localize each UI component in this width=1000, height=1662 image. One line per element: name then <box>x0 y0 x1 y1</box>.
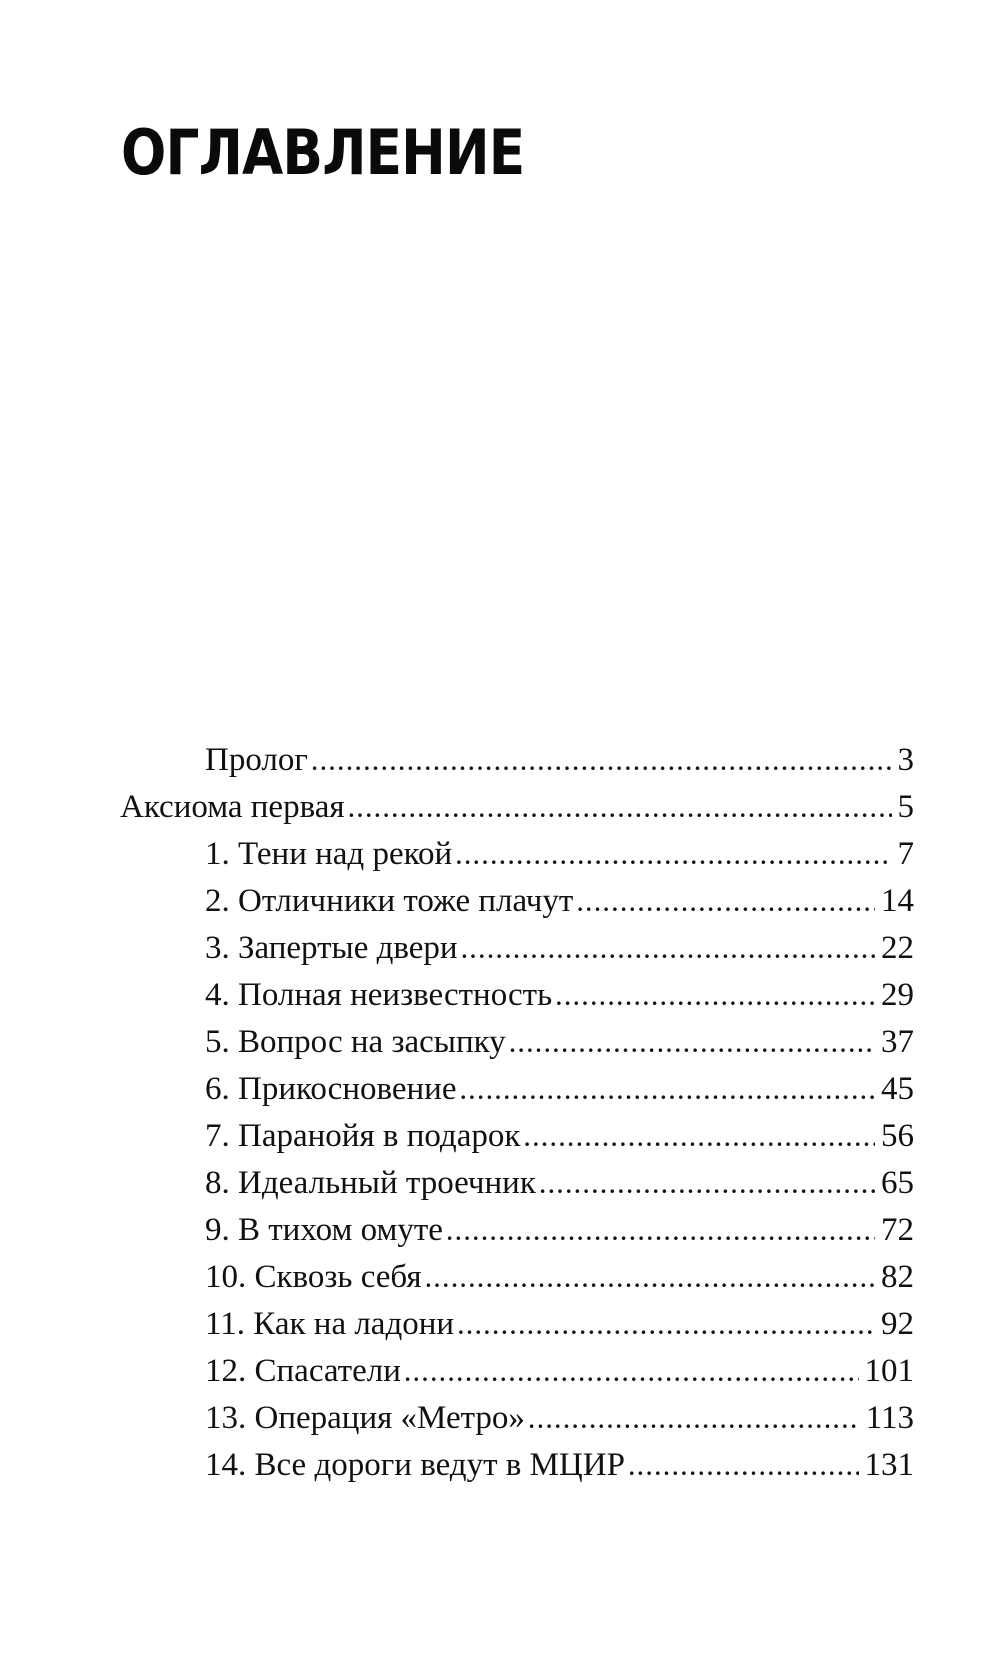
dot-leader <box>458 1314 875 1340</box>
dot-leader <box>349 797 892 823</box>
toc-entry-page: 56 <box>881 1118 914 1154</box>
toc-entry-page: 72 <box>881 1212 914 1248</box>
toc-entry-page: 29 <box>881 977 914 1013</box>
toc-entry-chapter-10[interactable] <box>205 1259 914 1299</box>
toc-entry-page: 92 <box>881 1306 914 1342</box>
dot-leader <box>556 985 875 1011</box>
toc-entry-label: 11. Как на ладони <box>205 1306 455 1342</box>
toc-entry-label: 10. Сквозь себя <box>205 1259 422 1295</box>
toc-entry-label: Пролог <box>205 742 308 778</box>
toc-entry-chapter-5[interactable] <box>205 1024 914 1064</box>
toc-entry-chapter-8[interactable] <box>205 1165 914 1205</box>
toc-entry-label: Аксиома первая <box>120 789 345 825</box>
toc-entry-page: 7 <box>897 836 914 872</box>
toc-entry-chapter-9[interactable] <box>205 1212 914 1252</box>
toc-entry-label: 12. Спасатели <box>205 1353 401 1389</box>
toc-entry-page: 5 <box>897 789 914 825</box>
toc-entry-label: 3. Запертые двери <box>205 930 458 966</box>
dot-leader <box>312 750 892 776</box>
dot-leader <box>510 1032 875 1058</box>
dot-leader <box>524 1126 875 1152</box>
toc-entry-label: 1. Тени над рекой <box>205 836 453 872</box>
toc-entry-chapter-11[interactable] <box>205 1306 914 1346</box>
toc-entry-page: 65 <box>881 1165 914 1201</box>
toc-entry-label: 14. Все дороги ведут в МЦИР <box>205 1447 625 1483</box>
toc-entry-part-one[interactable] <box>120 789 914 829</box>
dot-leader <box>540 1173 875 1199</box>
dot-leader <box>447 1220 875 1246</box>
toc-entry-label: 8. Идеальный троечник <box>205 1165 536 1201</box>
toc-entry-chapter-7[interactable] <box>205 1118 914 1158</box>
dot-leader <box>460 1079 875 1105</box>
dot-leader <box>456 844 891 870</box>
page-title: ОГЛАВЛЕНИЕ <box>121 116 525 189</box>
toc-entry-chapter-1[interactable] <box>205 836 914 876</box>
toc-entry-label: 7. Паранойя в подарок <box>205 1118 521 1154</box>
toc-entry-chapter-3[interactable] <box>205 930 914 970</box>
toc-entry-chapter-6[interactable] <box>205 1071 914 1111</box>
toc-entry-label: 9. В тихом омуте <box>205 1212 443 1248</box>
dot-leader <box>629 1455 859 1481</box>
dot-leader <box>426 1267 875 1293</box>
toc-entry-chapter-13[interactable] <box>205 1400 914 1440</box>
toc-entry-page: 22 <box>881 930 914 966</box>
toc-entry-label: 5. Вопрос на засыпку <box>205 1024 506 1060</box>
toc-entry-label: 13. Операция «Метро» <box>205 1400 525 1436</box>
toc-entry-page: 82 <box>881 1259 914 1295</box>
toc-entry-chapter-14[interactable] <box>205 1447 914 1487</box>
toc-entry-chapter-4[interactable] <box>205 977 914 1017</box>
dot-leader <box>529 1408 860 1434</box>
toc-entry-label: 4. Полная неизвестность <box>205 977 553 1013</box>
dot-leader <box>462 938 875 964</box>
toc-entry-page: 45 <box>881 1071 914 1107</box>
toc-entry-page: 37 <box>881 1024 914 1060</box>
dot-leader <box>577 891 875 917</box>
toc-entry-page: 14 <box>881 883 914 919</box>
toc-entry-page: 131 <box>864 1447 914 1483</box>
dot-leader <box>405 1361 859 1387</box>
toc-entry-page: 101 <box>864 1353 914 1389</box>
toc-entry-chapter-2[interactable] <box>205 883 914 923</box>
toc-entry-page: 3 <box>897 742 914 778</box>
toc-entry-page: 113 <box>865 1400 914 1436</box>
toc-entry-chapter-12[interactable] <box>205 1353 914 1393</box>
toc-entry-prologue[interactable] <box>205 742 914 782</box>
toc-entry-label: 2. Отличники тоже плачут <box>205 883 574 919</box>
toc-entry-label: 6. Прикосновение <box>205 1071 457 1107</box>
